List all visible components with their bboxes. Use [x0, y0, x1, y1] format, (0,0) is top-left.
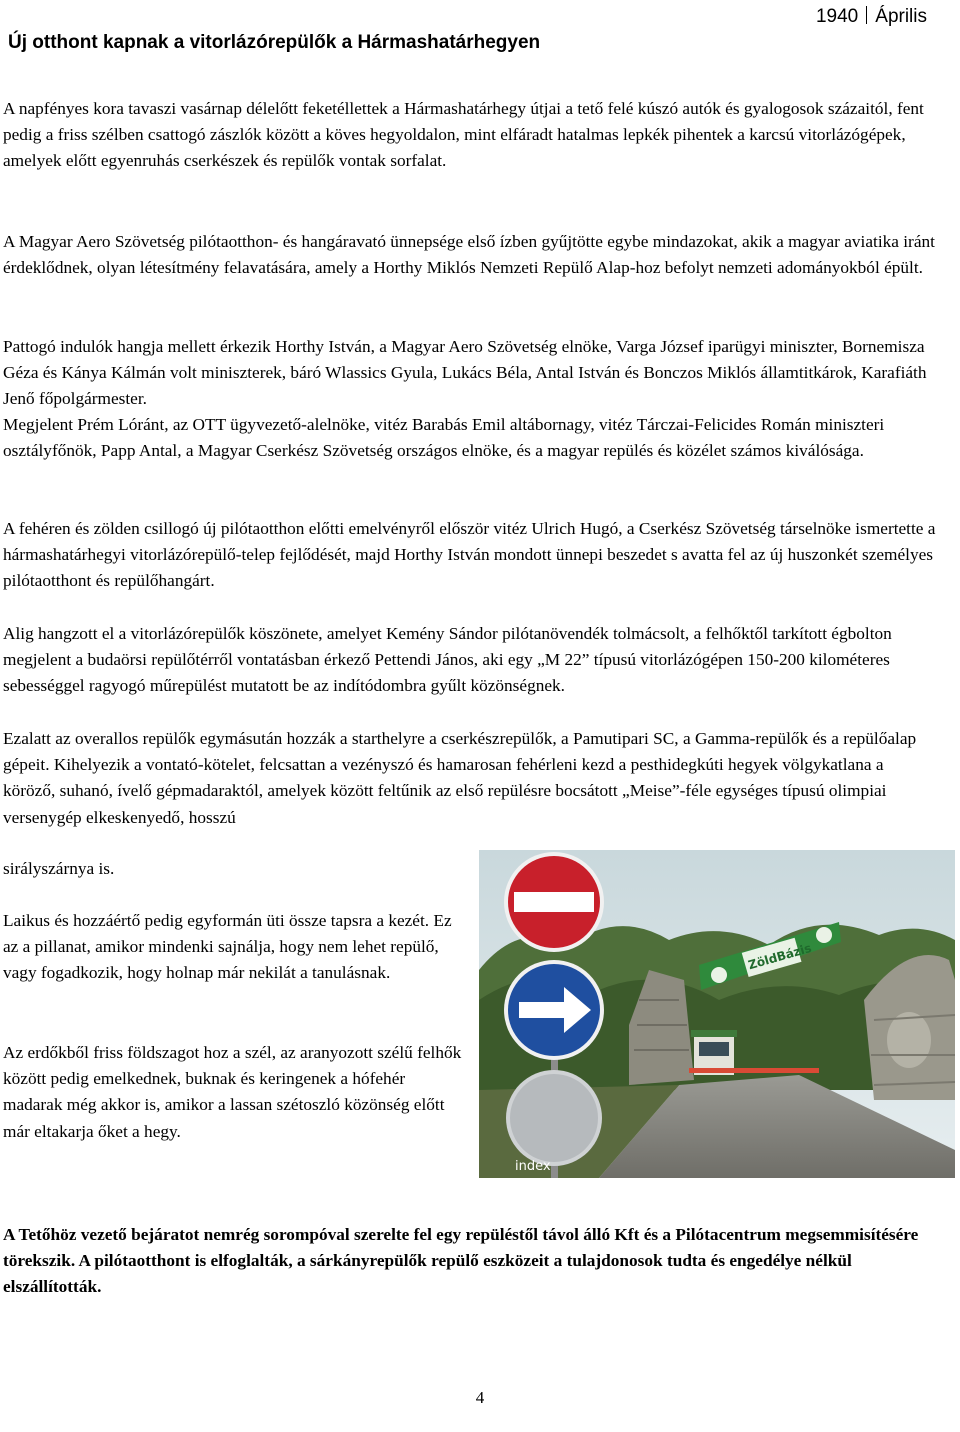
paragraph-2: A Magyar Aero Szövetség pilótaotthon- és hangáravató ünnepsége első ízben gyűjtötte egybe mindazokat, akik a magyar aviatika iránt érdeklődnek, olyan létesítmény felavatására, amely a Horthy Miklós Nemzeti Repülő Alap-hoz befolyt nemzeti adományokból épült.	[3, 232, 935, 278]
editorial-note: A Tetőhöz vezető bejáratot nemrég sorompóval szerelte fel egy repüléstől távol álló Kft és a Pilótacentrum megsemmisítésére törekszik. A pilótaotthont is elfoglalták, a sárkányrepülők repülő eszközeit a tulajdonosok tudta és engedélye nélkül elszállították.	[3, 1225, 919, 1297]
paragraph-7: Ezalatt az overallos repülők egymásután hozzák a starthelyre a cserkészrepülők, a Pamutipari SC, a Gamma-repülők és a repülőalap gépeit. Kihelyezik a vontató-kötelet, felcsattan a vezényszó és hamarosan fehérleni kezd a pesthidegkúti hegyek völgykatlana a köröző, suhanó, ívelő gépmadaraktól, amelyek között feltűnik az első repülésre bocsátott „Meise”-féle egységes típusú olimpiai versenygép elkeskenyedő, hosszú	[3, 729, 917, 827]
page-header	[0, 0, 960, 70]
issue-month: Április	[875, 6, 927, 27]
paragraph-9: Laikus és hozzáértő pedig egyformán üti össze tapsra a kezét. Ez az a pillanat, amikor mindenki sajnálja, hogy nem lehet repülő, vagy fogadkozik, hogy holnap már nekilát a tanulásnak.	[3, 911, 452, 983]
banner-text: ZöldBázis	[746, 940, 814, 973]
paragraph-5: A fehéren és zölden csillogó új pilótaotthon előtti emelvényről először vitéz Ulrich Hugó, a Cserkész Szövetség társelnöke ismertette a hármashatárhegyi vitorlázórepülő-telep fejlődését, majd Horthy István mondott ünnepi beszedet s avatta fel az új huszonkét személyes pilótaotthont és repülőhangárt.	[3, 519, 936, 591]
page-number: 4	[475, 1388, 485, 1407]
photo-watermark: index	[515, 1159, 551, 1174]
paragraph-3: Pattogó indulók hangja mellett érkezik Horthy István, a Magyar Aero Szövetség elnöke, Varga József iparügyi miniszter, Bornemisza Géza és Kánya Kálmán volt miniszterek, báró Wlassics Gyula, Lukács Béla, Antal István és Bonczos Miklós államtitkárok, Karafiáth Jenő főpolgármester.	[3, 337, 927, 409]
issue-date	[816, 6, 927, 28]
article-title: Új otthont kapnak a vitorlázórepülők a Hármashatárhegyen	[8, 32, 541, 53]
paragraph-10: Az erdőkből friss földszagot hoz a szél, az aranyozott szélű felhők között pedig emelkednek, buknak és keringenek a hófehér madarak még akkor is, amikor a lassan szétoszló közönség előtt már eltakarja őket a hegy.	[3, 1043, 462, 1141]
paragraph-6: Alig hangzott el a vitorlázórepülők köszönete, amelyet Kemény Sándor pilótanövendék tolmácsolt, a felhőktől tarkított égbolton megjelent a budaörsi repülőtérről vontatásban érkező Pettendi János, aki egy „M 22” típusú vitorlázógépen 150-200 kilométeres sebességgel ragyogó műrepülést mutatott be az indítódombra gyűlt közönségnek.	[3, 624, 892, 696]
date-separator	[866, 6, 867, 24]
issue-year: 1940	[815, 6, 859, 27]
paragraph-8: sirályszárnya is.	[3, 859, 115, 878]
paragraph-4: Megjelent Prém Lóránt, az OTT ügyvezető-alelnöke, vitéz Barabás Emil altábornagy, vitéz Tárczai-Felicides Román miniszteri osztályfőnök, Papp Antal, a Magyar Cserkész Szövetség országos elnöke, és a magyar repülés és közélet számos kiválósága.	[3, 415, 885, 461]
entrance-photo	[479, 850, 955, 1178]
paragraph-1: A napfényes kora tavaszi vasárnap délelőtt feketéllettek a Hármashatárhegy útjai a tető felé kúszó autók és gyalogosok százaitól, fent pedig a friss szélben csattogó zászlók között a köves hegyoldalon, mint elfáradt hatalmas lepkék pihentek a karcsú vitorlázógépek, amelyek előtt egyenruhás cserkészek és repülők vontak sorfalat.	[3, 99, 924, 171]
